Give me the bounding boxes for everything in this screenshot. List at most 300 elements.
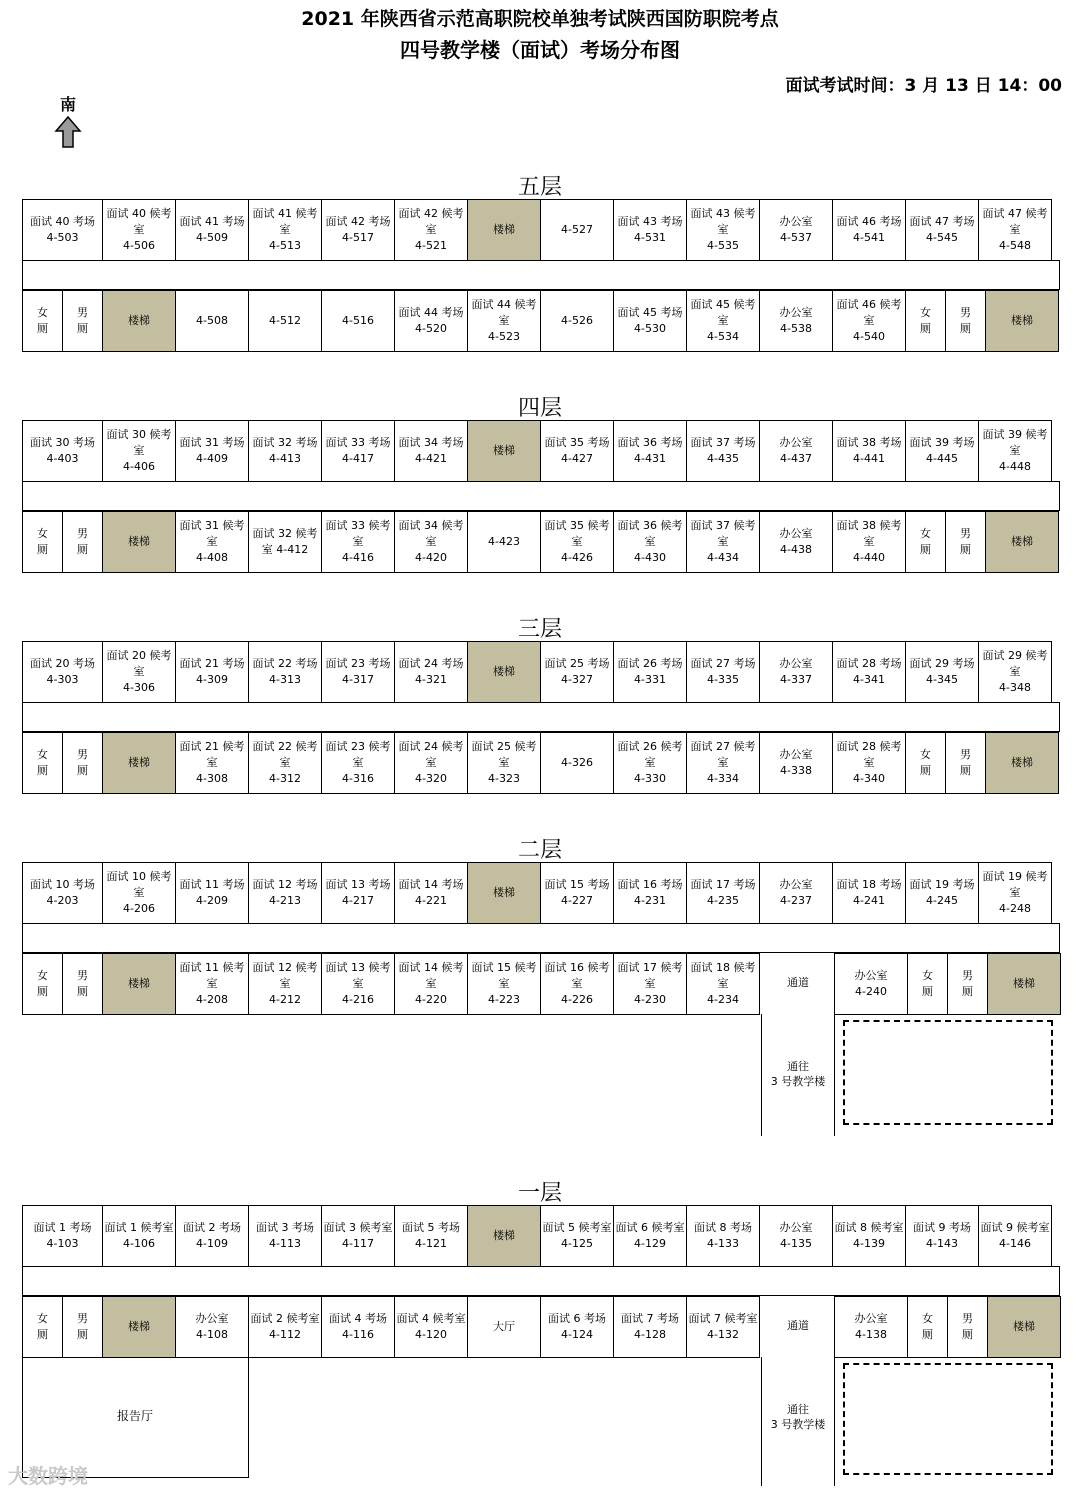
room-number: 4-306: [123, 681, 155, 694]
room-number: 4-132: [707, 1328, 739, 1341]
room-cell: [833, 863, 906, 924]
room-number: 4-124: [561, 1328, 593, 1341]
room-number: 4-240: [855, 985, 887, 998]
room-cell: [760, 512, 833, 573]
room-name: 面试 15 考场: [544, 878, 610, 891]
room-name: 办公室: [779, 436, 813, 449]
restroom-cell: [23, 733, 63, 794]
room-number: 4-340: [853, 772, 885, 785]
room-cell: [23, 421, 103, 482]
floor-title: 一层: [517, 1181, 562, 1206]
passage-wall-right: [834, 1357, 835, 1486]
hall-wall-right: [248, 1357, 249, 1477]
room-cell: [760, 642, 833, 703]
room-number: 4-434: [707, 551, 739, 564]
room-number: 4-237: [780, 894, 812, 907]
room-name: 男厕: [960, 306, 971, 335]
room-name: 面试 37 考场: [690, 436, 756, 449]
room-number: 4-223: [488, 993, 520, 1006]
room-name: 4-527: [561, 223, 593, 236]
room-name: 面试 12 考场: [252, 878, 318, 891]
room-cell: [322, 954, 395, 1015]
room-cell: [687, 512, 760, 573]
room-name: 面试 34 候考室: [398, 519, 464, 548]
room-cell: [614, 1206, 687, 1267]
room-name: 楼梯: [493, 665, 515, 678]
room-cell: [23, 1206, 103, 1267]
stairs-cell: [468, 421, 541, 482]
room-name: 面试 33 考场: [325, 436, 391, 449]
room-name: 面试 22 候考室: [252, 740, 318, 769]
room-cell: [176, 1206, 249, 1267]
room-name: 男厕: [962, 1312, 973, 1341]
room-number: 4-129: [634, 1237, 666, 1250]
room-cell: [687, 642, 760, 703]
room-name: 面试 18 考场: [836, 878, 902, 891]
room-cell: [614, 863, 687, 924]
room-name: 女厕: [922, 1312, 933, 1341]
room-cell: [322, 1206, 395, 1267]
room-name: 面试 29 候考室: [982, 649, 1048, 678]
room-name: 楼梯: [1011, 756, 1033, 769]
room-cell: [176, 421, 249, 482]
room-number: 4-330: [634, 772, 666, 785]
corridor: [22, 1266, 1060, 1296]
restroom-cell: [23, 1297, 63, 1358]
room-name: 面试 32 考场: [252, 436, 318, 449]
room-name: 楼梯: [128, 535, 150, 548]
room-cell: [395, 1206, 468, 1267]
restroom-cell: [23, 512, 63, 573]
room-name: 面试 13 考场: [325, 878, 391, 891]
room-name: 楼梯: [128, 314, 150, 327]
room-number: 4-227: [561, 894, 593, 907]
room-cell: [395, 954, 468, 1015]
room-cell: [614, 421, 687, 482]
room-name: 面试 13 候考室: [325, 961, 391, 990]
room-number: 4-506: [123, 239, 155, 252]
room-cell: [249, 733, 322, 794]
room-name: 面试 47 候考室: [982, 207, 1048, 236]
room-cell: [687, 954, 760, 1015]
room-name: 面试 27 考场: [690, 657, 756, 670]
room-cell: [614, 1297, 687, 1358]
room-name: 面试 9 候考室: [980, 1221, 1050, 1234]
room-number: 4-203: [46, 894, 79, 907]
room-number: 4-323: [488, 772, 520, 785]
stairs-cell: [103, 1297, 176, 1358]
room-name: 面试 5 考场: [402, 1221, 460, 1234]
room-cell: [833, 291, 906, 352]
room-name: 面试 16 候考室: [544, 961, 610, 990]
courtyard-outline: [843, 1363, 1053, 1475]
room-cell: [395, 863, 468, 924]
courtyard-outline: [843, 1020, 1053, 1125]
room-name: 女厕: [37, 1312, 48, 1341]
room-name: 面试 10 考场: [30, 878, 95, 891]
room-number: 4-548: [999, 239, 1031, 252]
room-cell: [541, 512, 614, 573]
room-cell: [541, 421, 614, 482]
room-name: 面试 2 候考室: [250, 1312, 320, 1325]
room-cell: [760, 1206, 833, 1267]
room-name: 楼梯: [493, 223, 515, 236]
to-building-line2: 3 号教学楼: [770, 1075, 826, 1088]
room-number: 4-503: [46, 231, 79, 244]
room-number: 4-206: [123, 902, 155, 915]
room-number: 4-316: [342, 772, 374, 785]
room-cell: [103, 200, 176, 261]
room-name: 面试 47 考场: [909, 215, 975, 228]
room-name: 面试 4 考场: [329, 1312, 387, 1325]
room-name: 面试 18 候考室: [690, 961, 756, 990]
room-cell: [322, 642, 395, 703]
room-cell: [468, 733, 541, 794]
room-name: 办公室: [779, 1221, 813, 1234]
room-name: 楼梯: [128, 756, 150, 769]
room-number: 4-541: [853, 231, 885, 244]
room-number: 4-348: [999, 681, 1031, 694]
room-name: 面试 6 考场: [548, 1312, 606, 1325]
room-name: 女厕: [37, 306, 48, 335]
room-name: 楼梯: [128, 977, 150, 990]
room-name: 面试 20 候考室: [106, 649, 172, 678]
room-name: 面试 1 候考室: [104, 1221, 174, 1234]
room-cell: [176, 642, 249, 703]
room-number: 4-309: [196, 673, 228, 686]
room-number: 4-128: [634, 1328, 666, 1341]
room-number: 4-139: [853, 1237, 885, 1250]
room-name: 面试 29 考场: [909, 657, 975, 670]
room-number: 4-235: [707, 894, 739, 907]
restroom-cell: [946, 733, 986, 794]
top-room-row: [22, 199, 1052, 261]
room-cell: [176, 200, 249, 261]
room-cell: [541, 1206, 614, 1267]
room-name: 面试 8 考场: [694, 1221, 752, 1234]
room-cell: [687, 200, 760, 261]
to-building-3-label: [762, 1402, 834, 1432]
room-cell: [176, 291, 249, 352]
room-number: 4-513: [269, 239, 301, 252]
room-number: 4-538: [780, 322, 812, 335]
room-name: 面试 43 考场: [617, 215, 683, 228]
room-number: 4-535: [707, 239, 739, 252]
room-cell: [103, 863, 176, 924]
room-name: 面试 42 考场: [325, 215, 391, 228]
room-name: 面试 30 考场: [30, 436, 95, 449]
room-name: 面试 3 考场: [256, 1221, 314, 1234]
room-number: 4-430: [634, 551, 666, 564]
room-name: 男厕: [77, 306, 88, 335]
room-cell: [906, 863, 979, 924]
room-number: 4-146: [999, 1237, 1031, 1250]
room-cell: [614, 291, 687, 352]
room-number: 4-121: [415, 1237, 447, 1250]
stairs-cell: [103, 733, 176, 794]
room-name: 面试 38 候考室: [836, 519, 902, 548]
room-number: 4-212: [269, 993, 301, 1006]
room-cell: [322, 863, 395, 924]
room-cell: [835, 954, 908, 1015]
room-name: 面试 8 候考室: [834, 1221, 904, 1234]
room-number: 4-420: [415, 551, 447, 564]
room-cell: [541, 200, 614, 261]
room-name: 4-526: [561, 314, 593, 327]
room-name: 面试 32 候考: [252, 527, 318, 540]
passage-wall-right: [834, 1014, 835, 1136]
room-cell: [103, 642, 176, 703]
room-name: 女厕: [37, 527, 48, 556]
room-name: 面试 11 考场: [179, 878, 245, 891]
room-cell: [249, 1206, 322, 1267]
restroom-cell: [906, 291, 946, 352]
to-building-3-label: [762, 1059, 834, 1089]
stairs-cell: [103, 291, 176, 352]
room-number: 4-331: [634, 673, 666, 686]
room-name: 面试 39 考场: [909, 436, 975, 449]
room-name: 面试 36 候考室: [617, 519, 683, 548]
stairs-cell: [103, 954, 176, 1015]
room-cell: [687, 1206, 760, 1267]
room-number: 4-403: [46, 452, 79, 465]
watermark: 大数跨境: [8, 1464, 88, 1488]
room-cell: [249, 291, 322, 352]
room-number: 4-226: [561, 993, 593, 1006]
room-name: 办公室: [195, 1312, 229, 1325]
room-cell: [395, 291, 468, 352]
room-number: 4-438: [780, 543, 812, 556]
room-cell: [541, 733, 614, 794]
room-number: 4-521: [415, 239, 447, 252]
room-cell: [468, 512, 541, 573]
room-cell: [468, 954, 541, 1015]
room-name: 面试 30 候考室: [106, 428, 172, 457]
room-name: 面试 23 考场: [325, 657, 391, 670]
room-name: 楼梯: [1013, 1320, 1035, 1333]
room-number: 4-221: [415, 894, 447, 907]
room-name: 面试 24 候考室: [398, 740, 464, 769]
room-name: 面试 27 候考室: [690, 740, 756, 769]
room-cell: [249, 512, 322, 573]
room-name: 面试 25 考场: [544, 657, 610, 670]
exam-time: 面试考试时间：3 月 13 日 14：00: [785, 76, 1062, 96]
north-arrow-icon: [54, 115, 82, 149]
room-name: 面试 44 候考室: [471, 298, 537, 327]
room-name: 面试 26 候考室: [617, 740, 683, 769]
room-name: 面试 17 候考室: [617, 961, 683, 990]
room-number: 4-416: [342, 551, 374, 564]
room-name: 办公室: [779, 878, 813, 891]
room-cell: [979, 642, 1052, 703]
room-name: 女厕: [37, 969, 48, 998]
restroom-cell: [908, 954, 948, 1015]
room-number: 4-109: [196, 1237, 228, 1250]
room-cell: [176, 863, 249, 924]
room-name: 面试 35 候考室: [544, 519, 610, 548]
room-name: 面试 19 候考室: [982, 870, 1048, 899]
room-number: 4-116: [342, 1328, 374, 1341]
room-name: 楼梯: [493, 444, 515, 457]
room-cell: [760, 421, 833, 482]
room-cell: [468, 1297, 541, 1358]
room-name: 楼梯: [493, 1229, 515, 1242]
bottom-room-row-right: [834, 1296, 1061, 1358]
to-building-line1: 通往: [787, 1060, 809, 1073]
compass: [54, 92, 82, 153]
doc-title-line1: 2021 年陕西省示范高职院校单独考试陕西国防职院考点: [301, 8, 779, 30]
room-name: 面试 41 候考室: [252, 207, 318, 236]
bottom-room-row-left: [22, 953, 760, 1015]
room-name: 面试 9 考场: [913, 1221, 971, 1234]
restroom-cell: [63, 1297, 103, 1358]
room-name: 面试 15 候考室: [471, 961, 537, 990]
room-name: 男厕: [77, 748, 88, 777]
room-cell: [687, 291, 760, 352]
room-cell: [322, 733, 395, 794]
room-name: 面试 35 考场: [544, 436, 610, 449]
room-name: 面试 22 考场: [252, 657, 318, 670]
restroom-cell: [906, 512, 946, 573]
top-room-row: [22, 862, 1052, 924]
room-number: 4-248: [999, 902, 1031, 915]
room-cell: [103, 421, 176, 482]
room-number: 4-106: [123, 1237, 155, 1250]
to-building-line1: 通往: [787, 1403, 809, 1416]
room-cell: [395, 733, 468, 794]
room-cell: [906, 1206, 979, 1267]
room-name: 面试 42 候考室: [398, 207, 464, 236]
room-name: 面试 7 考场: [621, 1312, 679, 1325]
room-name: 面试 36 考场: [617, 436, 683, 449]
room-name: 面试 14 候考室: [398, 961, 464, 990]
room-cell: [760, 733, 833, 794]
room-number: 4-112: [269, 1328, 301, 1341]
room-cell: [760, 863, 833, 924]
room-name: 面试 3 候考室: [323, 1221, 393, 1234]
room-number: 4-445: [926, 452, 958, 465]
room-number: 4-217: [342, 894, 374, 907]
room-name: 面试 23 候考室: [325, 740, 391, 769]
room-number: 4-409: [196, 452, 228, 465]
room-cell: [176, 954, 249, 1015]
corridor: [22, 702, 1060, 732]
room-cell: [906, 421, 979, 482]
room-number: 4-534: [707, 330, 739, 343]
room-cell: [395, 1297, 468, 1358]
corridor: [22, 923, 1060, 953]
room-name: 面试 17 考场: [690, 878, 756, 891]
room-number: 4-312: [269, 772, 301, 785]
room-number: 室 4-412: [261, 543, 309, 556]
room-name: 办公室: [779, 748, 813, 761]
room-cell: [322, 421, 395, 482]
room-name: 办公室: [779, 306, 813, 319]
room-name: 面试 21 候考室: [179, 740, 245, 769]
restroom-cell: [948, 1297, 988, 1358]
room-number: 4-103: [46, 1237, 79, 1250]
room-cell: [249, 642, 322, 703]
room-number: 4-427: [561, 452, 593, 465]
room-name: 面试 19 考场: [909, 878, 975, 891]
room-name: 女厕: [920, 527, 931, 556]
room-number: 4-413: [269, 452, 301, 465]
room-number: 4-531: [634, 231, 666, 244]
room-cell: [468, 291, 541, 352]
stairs-cell: [986, 733, 1059, 794]
room-cell: [979, 1206, 1052, 1267]
room-name: 女厕: [920, 306, 931, 335]
room-name: 面试 33 候考室: [325, 519, 391, 548]
room-number: 4-327: [561, 673, 593, 686]
room-name: 面试 37 候考室: [690, 519, 756, 548]
room-cell: [979, 200, 1052, 261]
top-room-row: [22, 1205, 1052, 1267]
room-name: 面试 44 考场: [398, 306, 464, 319]
restroom-cell: [946, 291, 986, 352]
room-number: 4-208: [196, 993, 228, 1006]
room-number: 4-216: [342, 993, 374, 1006]
room-name: 4-508: [196, 314, 228, 327]
top-room-row: [22, 641, 1052, 703]
room-cell: [833, 512, 906, 573]
room-name: 办公室: [779, 215, 813, 228]
room-name: 楼梯: [493, 886, 515, 899]
room-number: 4-426: [561, 551, 593, 564]
room-cell: [23, 200, 103, 261]
room-name: 面试 16 考场: [617, 878, 683, 891]
room-number: 4-406: [123, 460, 155, 473]
room-number: 4-517: [342, 231, 374, 244]
room-cell: [687, 863, 760, 924]
room-cell: [906, 642, 979, 703]
bottom-room-row-left: [22, 1296, 760, 1358]
room-number: 4-523: [488, 330, 520, 343]
room-number: 4-417: [342, 452, 374, 465]
to-building-line2: 3 号教学楼: [770, 1418, 826, 1431]
room-cell: [249, 200, 322, 261]
room-number: 4-303: [46, 673, 79, 686]
restroom-cell: [63, 733, 103, 794]
room-cell: [249, 954, 322, 1015]
room-number: 4-408: [196, 551, 228, 564]
room-name: 面试 41 考场: [179, 215, 245, 228]
room-name: 面试 4 候考室: [396, 1312, 466, 1325]
floor-title: 二层: [517, 838, 562, 863]
room-number: 4-234: [707, 993, 739, 1006]
room-number: 4-313: [269, 673, 301, 686]
room-name: 面试 5 候考室: [542, 1221, 612, 1234]
stairs-cell: [468, 200, 541, 261]
room-cell: [103, 1206, 176, 1267]
room-number: 4-435: [707, 452, 739, 465]
room-cell: [249, 863, 322, 924]
room-cell: [322, 291, 395, 352]
room-number: 4-135: [780, 1237, 812, 1250]
room-cell: [833, 733, 906, 794]
room-name: 4-326: [561, 756, 593, 769]
bottom-room-row-right: [834, 953, 1061, 1015]
room-cell: [614, 642, 687, 703]
room-cell: [833, 200, 906, 261]
passage-label: 通道: [787, 1319, 809, 1332]
room-name: 面试 21 考场: [179, 657, 245, 670]
stairs-cell: [988, 1297, 1061, 1358]
room-number: 4-440: [853, 551, 885, 564]
room-number: 4-231: [634, 894, 666, 907]
room-cell: [249, 421, 322, 482]
room-name: 男厕: [77, 969, 88, 998]
